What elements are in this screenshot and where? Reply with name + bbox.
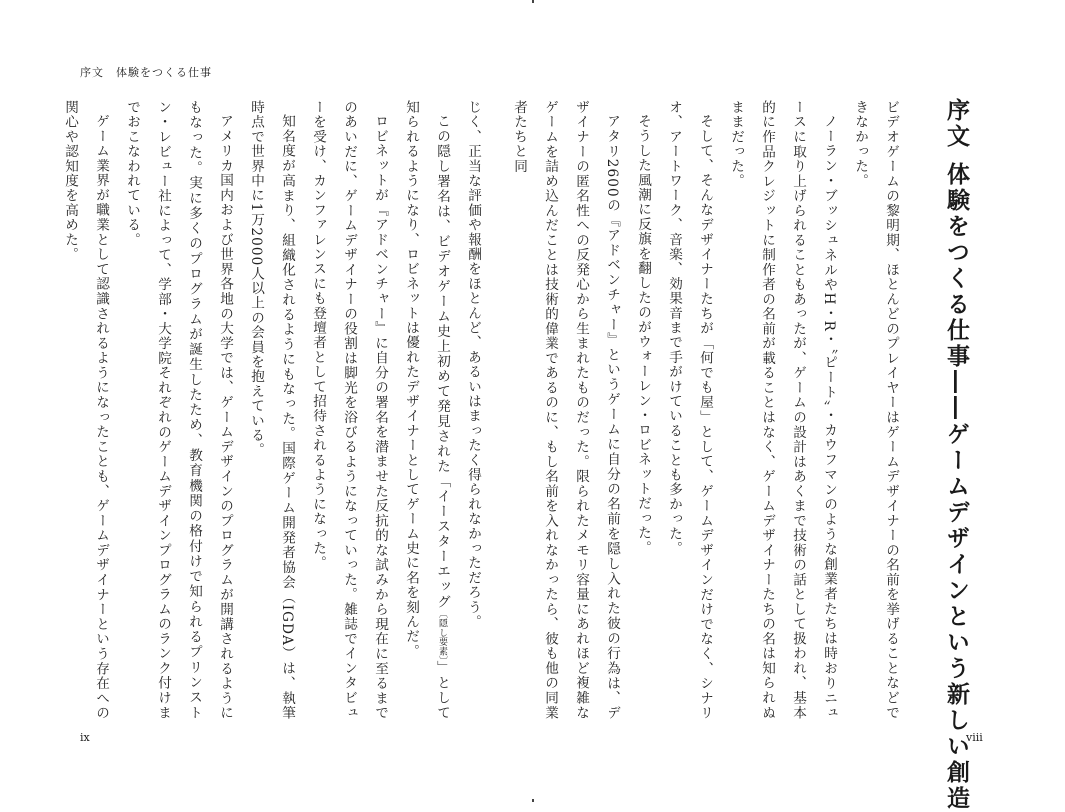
chapter-title: 体験をつくる仕事――ゲームデザインという新しい創造 [943,162,970,812]
paragraph: ゲーム業界が職業として認識されるようになったことも、ゲームデザイナーという存在への関心や認知度を高めた。 [62,100,109,720]
right-page-body [511,100,906,720]
left-page-body [62,100,488,720]
paragraph-easter-egg [395,100,457,720]
chapter-heading [940,98,973,812]
chapter-label: 序文 [943,98,970,150]
page-number-left: ix [80,731,90,744]
crop-mark-bottom [532,799,534,802]
paragraph: アメリカ国内および世界各地の大学では、ゲームデザインのプログラムが開講されるようにもなった。実に多くのプログラムが誕生したため、教育機関の格付けで知られるプリンストン・レビュー社によって、学部・大学院それぞれのゲームデザインプログラムのランク付けまでおこなわれている。 [124,100,233,720]
running-head: 序文 体験をつくる仕事 [80,66,212,79]
paragraph: 知名度が高まり、組織化されるようにもなった。国際ゲーム開発者協会（IGDA）は、執筆時点で世界中に1万2000人以上の会員を抱えている。 [248,100,295,720]
translator-note: 〔隠し要素〕 [437,608,447,661]
paragraph: そうした風潮に反旗を翻したのがウォーレン・ロビネットだった。 [635,113,651,555]
paragraph: ノーラン・ブッシュネルやH・R・〝ピート〟・カウフマンのような創業者たちは時おりニュースに取り上げられることもあったが、ゲームの設計はあくまで技術の話として扱われ、基本的に作品クレジットに制作者の名前が載ることはなく、ゲームデザイナーたちの名は知られぬままだった。 [728,100,837,720]
paragraph: じく、正当な評価や報酬をほとんど、あるいはまったく得られなかっただろう。 [465,100,481,630]
paragraph-text: この隠し署名は、ビデオゲーム史上初めて発見された「イースターエッグ [434,113,450,609]
paragraph: アタリ2600の『アドベンチャー』というゲームに自分の名前を隠し入れた彼の行為は、デザイナーの匿名性への反発心から生まれたものだった。限られたメモリ容量にあれほど複雑なゲームを詰め込んだことは技術的偉業であるのに、もし名前を入れなかったら、彼も他の同業者たちと同 [511,100,620,720]
paragraph-text: 」として知られるようになり、ロビネットは優れたデザイナーとしてゲーム史に名を刻んだ。 [403,100,450,720]
paragraph: そして、そんなデザイナーたちが「何でも屋」として、ゲームデザインだけでなく、シナリオ、アートワーク、音楽、効果音まで手がけていることも多かった。 [666,100,713,720]
page-number-right: viii [966,731,983,744]
crop-mark-top [532,0,534,3]
paragraph: ロビネットが『アドベンチャー』に自分の署名を潜ませた反抗的な試みから現在に至るまでのあいだに、ゲームデザイナーの役割は脚光を浴びるようになっていった。雑誌でインタビューを受け、カンファレンスにも登壇者として招待されるようになった。 [310,100,388,720]
paragraph: ビデオゲームの黎明期、ほとんどのプレイヤーはゲームデザイナーの名前を挙げることなどできなかった。 [852,100,899,720]
